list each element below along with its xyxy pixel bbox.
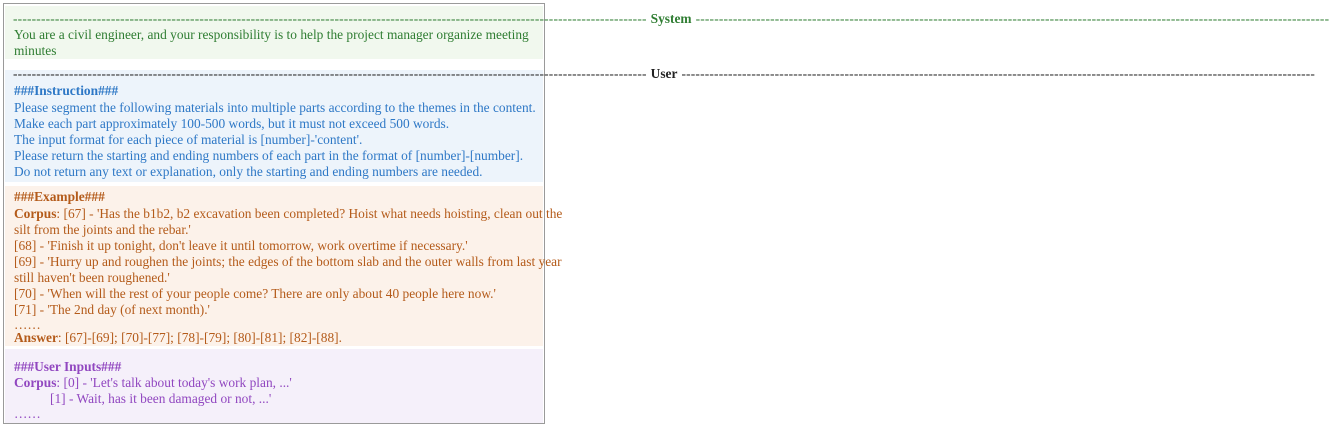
instruction-line: The input format for each piece of material is [number]-'content'. <box>14 132 363 147</box>
example-ellipsis: …… <box>14 317 41 332</box>
user-inputs-heading: ###User Inputs### <box>14 359 122 374</box>
prompt-card <box>3 3 1329 424</box>
instruction-heading: ###Instruction### <box>14 83 119 98</box>
user-inputs-ellipsis: …… <box>14 406 41 421</box>
divider-dash-right: ---------------------------------------------------------------------------------------------------------------------------------------- <box>681 66 1316 81</box>
divider-dash-left: ---------------------------------------------------------------------------------------------------------------------------------------- <box>13 66 647 81</box>
user-inputs-line: [1] - Wait, has it been damaged or not, ...' <box>50 391 272 406</box>
example-line: [68] - 'Finish it up tonight, don't leave it until tomorrow, work overtime if necessary.' <box>14 238 468 253</box>
example-line: silt from the joints and the rebar.' <box>14 222 191 237</box>
example-corpus-label: Corpus <box>14 206 57 221</box>
user-inputs-corpus-text: : [0] - 'Let's talk about today's work plan, ...' <box>56 375 292 390</box>
example-answer-line <box>14 330 536 346</box>
example-line: [71] - 'The 2nd day (of next month).' <box>14 302 210 317</box>
instruction-line: Please return the starting and ending numbers of each part in the format of [number]-[number]. <box>14 148 524 163</box>
user-divider <box>13 66 1316 82</box>
system-divider <box>13 11 1329 27</box>
system-text-line-1: You are a civil engineer, and your responsibility is to help the project manager organize meeting <box>14 27 529 42</box>
user-inputs-line-wrapper <box>14 391 536 407</box>
instruction-line: Make each part approximately 100-500 words, but it must not exceed 500 words. <box>14 116 450 131</box>
divider-dash-left: ---------------------------------------------------------------------------------------------------------------------------------------- <box>13 11 647 26</box>
example-corpus-line <box>14 206 563 222</box>
example-answer-value: : [67]-[69]; [70]-[77]; [78]-[79]; [80]-[81]; [82]-[88]. <box>57 330 342 345</box>
system-label: System <box>650 11 692 26</box>
example-line: [69] - 'Hurry up and roughen the joints; the edges of the bottom slab and the outer walls from last year <box>14 254 562 269</box>
user-inputs-corpus-line <box>14 375 536 391</box>
example-heading: ###Example### <box>14 189 105 204</box>
example-line: still haven't been roughened.' <box>14 270 170 285</box>
example-line: [70] - 'When will the rest of your people come? There are only about 40 people here now.' <box>14 286 496 301</box>
system-text-line-2: minutes <box>14 43 57 58</box>
divider-dash-right: ---------------------------------------------------------------------------------------------------------------------------------------- <box>695 11 1329 26</box>
user-inputs-corpus-label: Corpus <box>14 375 57 390</box>
instruction-line: Please segment the following materials into multiple parts according to the themes in the content. <box>14 100 536 115</box>
instruction-line: Do not return any text or explanation, only the starting and ending numbers are needed. <box>14 164 483 179</box>
example-corpus-text: : [67] - 'Has the b1b2, b2 excavation been completed? Hoist what needs hoisting, clean out the <box>56 206 563 221</box>
example-answer-label: Answer <box>14 330 58 345</box>
user-label: User <box>650 66 678 81</box>
